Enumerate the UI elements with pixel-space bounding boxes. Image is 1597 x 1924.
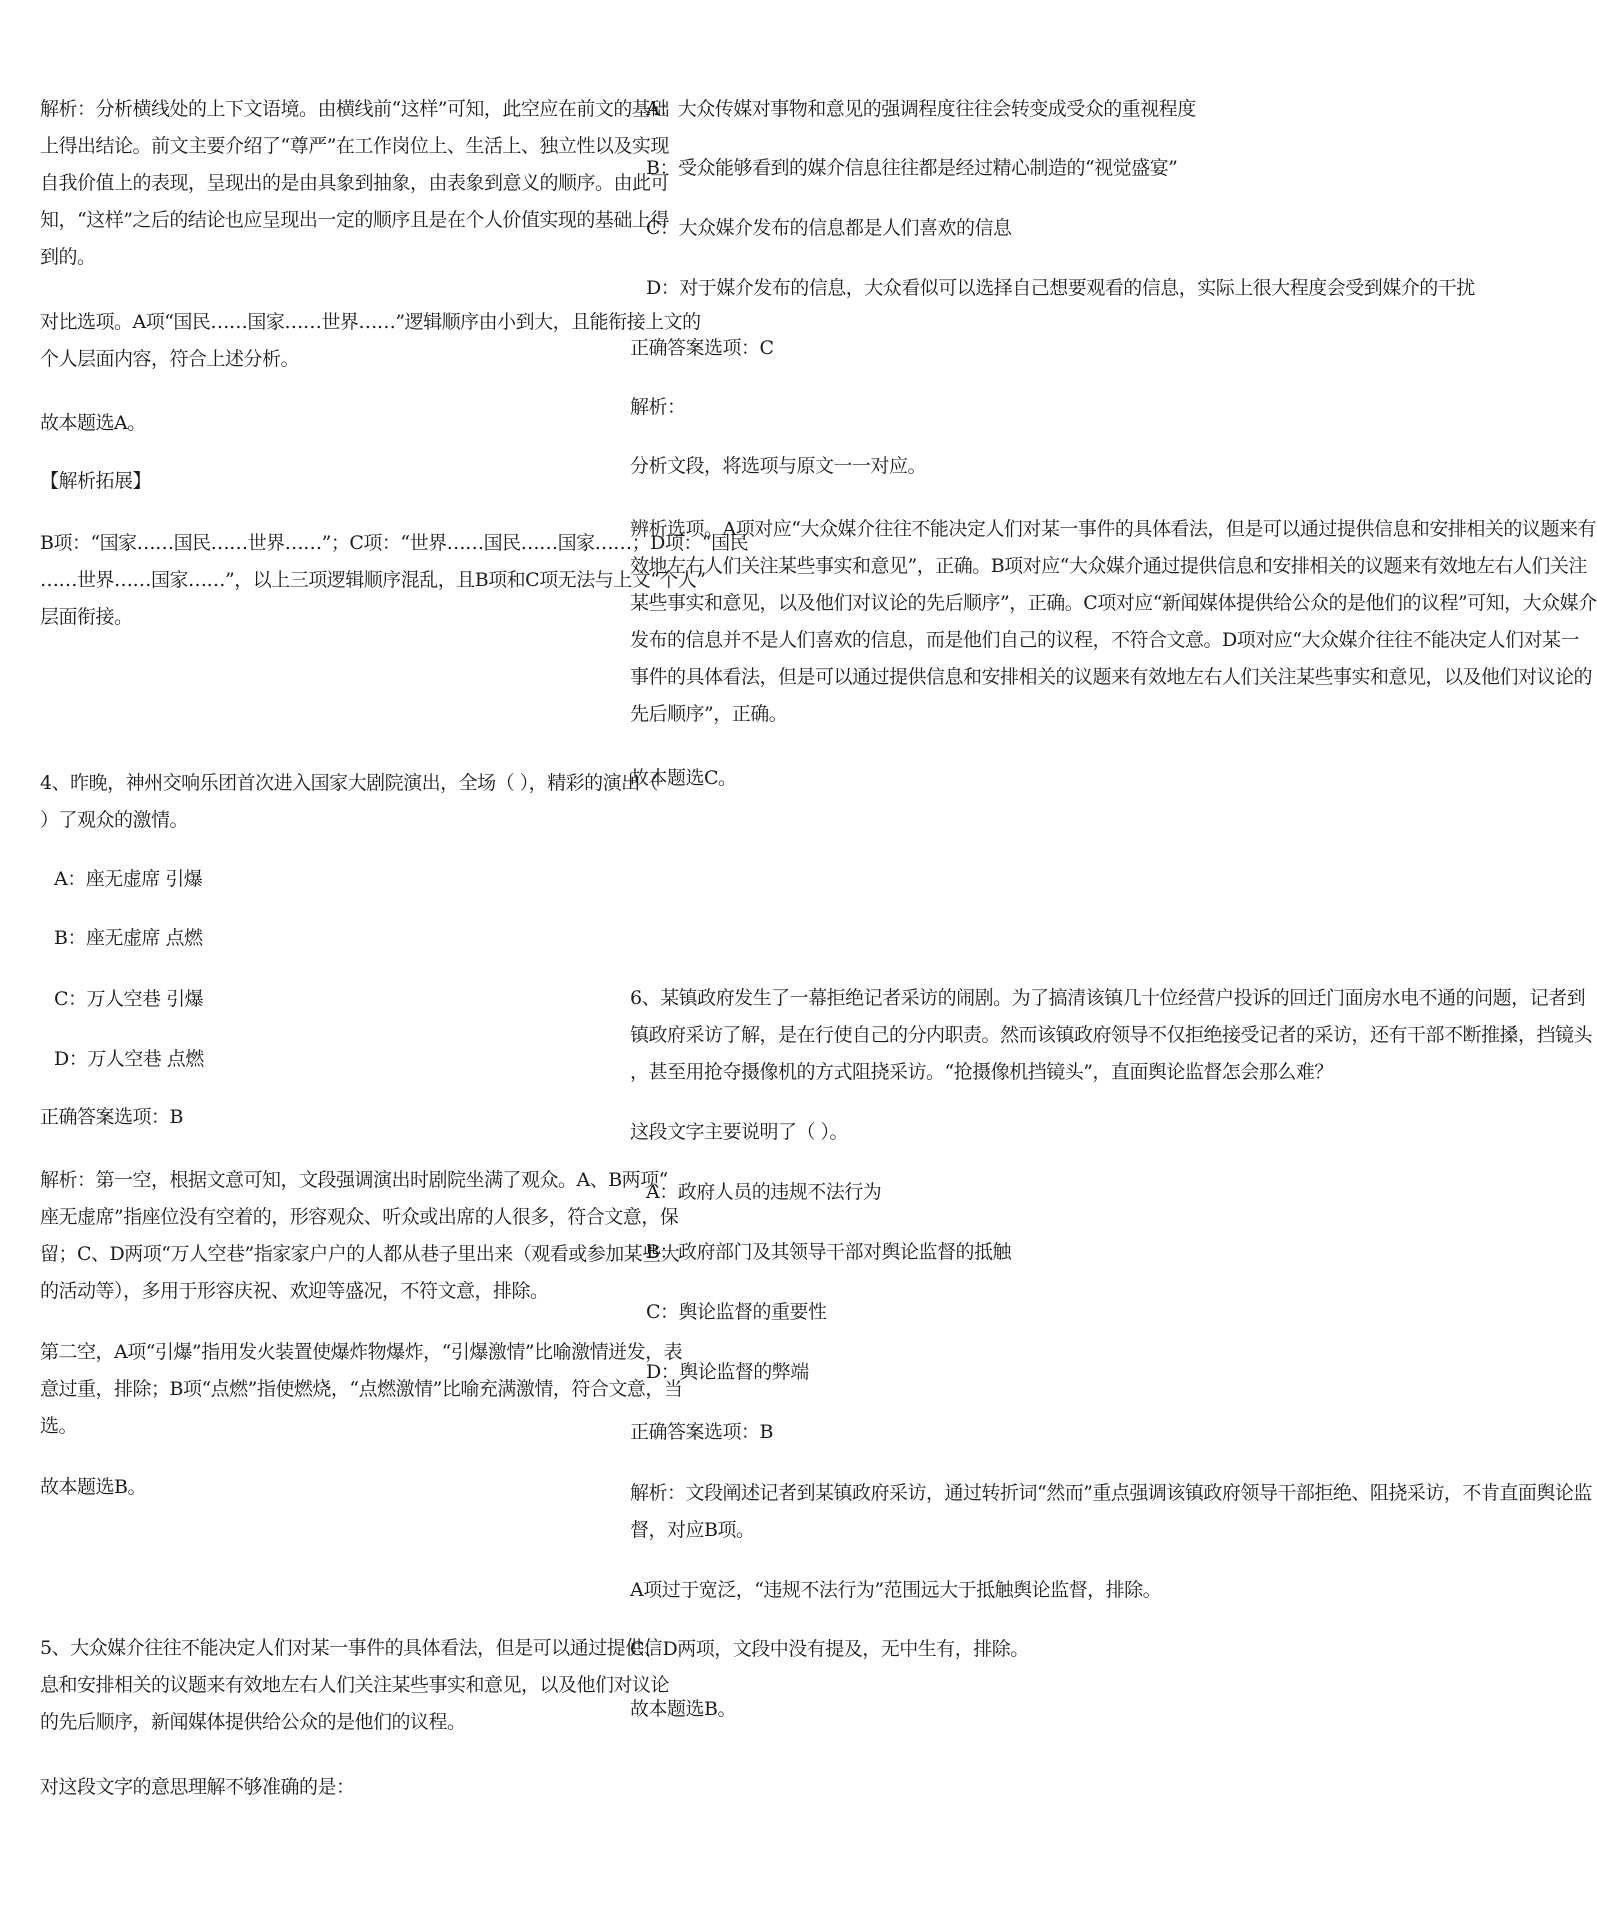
option-b: B：受众能够看到的媒介信息往往都是经过精心制造的“视觉盛宴” [646, 157, 1178, 179]
answer: 正确答案选项：B [40, 1106, 183, 1128]
conclusion: 故本题选B。 [40, 1476, 146, 1498]
option-d: D：对于媒介发布的信息，大众看似可以选择自己想要观看的信息，实际上很大程度会受到媒介的干扰 [646, 277, 1475, 299]
paragraph: 对比选项。A项“国民……国家……世界……”逻辑顺序由小到大，且能衔接上文的 个人层面内容，符合上述分析。 [40, 311, 701, 370]
question-4: 4、昨晚，神州交响乐团首次进入国家大剧院演出，全场（ ），精彩的演出（ ）了观众的激情。 [40, 772, 659, 831]
option-a: A：座无虚席 引爆 [54, 868, 203, 890]
option-d: D：万人空巷 点燃 [54, 1048, 204, 1070]
explanation: A项过于宽泛，“违规不法行为”范围远大于抵触舆论监督，排除。 [630, 1579, 1162, 1601]
conclusion: 故本题选B。 [630, 1698, 736, 1720]
option-c: C：万人空巷 引爆 [54, 988, 204, 1010]
explanation: 第二空，A项“引爆”指用发火装置使爆炸物爆炸，“引爆激情”比喻激情迸发，表 意过重，排除；B项“点燃”指使燃烧，“点燃激情”比喻充满激情，符合文意，当 选。 [40, 1341, 683, 1437]
explanation: C、D两项，文段中没有提及，无中生有，排除。 [630, 1638, 1029, 1660]
question-6: 6、某镇政府发生了一幕拒绝记者采访的闹剧。为了搞清该镇几十位经营户投诉的回迁门面房水电不通的问题，记者到 镇政府采访了解，是在行使自己的分内职责。然而该镇政府领导不仅拒绝接受记者的采访，还有干部不断推搡，挡镜头 ，甚至用抢夺摄像机的方式阻挠采访。“抢摄像机挡镜头”，直面舆论监督怎会那么难？ [630, 987, 1593, 1083]
paragraph: B项：“国家……国民……世界……”；C项：“世界……国民……国家……；D项：“国民 ……世界……国家……”，以上三项逻辑顺序混乱，且B项和C项无法与上文“个人” 层面衔接。 [40, 532, 749, 628]
explanation: 辨析选项。A项对应“大众媒介往往不能决定人们对某一事件的具体看法，但是可以通过提供信息和安排相关的议题来有 效地左右人们关注某些事实和意见”，正确。B项对应“大众媒介通过提供信息和安排相关的议题来有效地左右人们关注 某些事实和意见，以及他们对议论的先后顺序”，正确。C项对应“新闻媒体提供给公众的是他们的议程”可知，大众媒介 发布的信息并不是人们喜欢的信息，而是他们自己的议程，不符合文意。D项对应“大众媒介往往不能决定人们对某一 事件的具体看法，但是可以通过提供信息和安排相关的议题来有效地左右人们关注某些事实和意见，以及他们对议论的 先后顺序”，正确。 [630, 518, 1597, 725]
explanation: 分析文段，将选项与原文一一对应。 [630, 455, 927, 477]
explanation: 解析：第一空，根据文意可知，文段强调演出时剧院坐满了观众。A、B两项“ 座无虚席”指座位没有空着的，形容观众、听众或出席的人很多，符合文意，保 留；C、D两项“万人空巷”指家家户户的人都从巷子里出来（观看或参加某些大 的活动等），多用于形容庆祝、欢迎等盛况，不符文意，排除。 [40, 1169, 680, 1302]
explanation-label: 解析： [630, 396, 686, 418]
option-c: C：舆论监督的重要性 [646, 1301, 827, 1323]
conclusion: 故本题选A。 [40, 412, 146, 434]
question-5: 5、大众媒介往往不能决定人们对某一事件的具体看法，但是可以通过提供信 息和安排相关的议题来有效地左右人们关注某些事实和意见，以及他们对议论 的先后顺序，新闻媒体提供给公众的是他们的议程。 [40, 1637, 670, 1733]
option-a: A：大众传媒对事物和意见的强调程度往往会转变成受众的重视程度 [646, 98, 1196, 120]
option-c: C：大众媒介发布的信息都是人们喜欢的信息 [646, 217, 1012, 239]
question-stem: 这段文字主要说明了（ ）。 [630, 1121, 849, 1143]
option-a: A：政府人员的违规不法行为 [646, 1181, 882, 1203]
option-b: B：座无虚席 点燃 [54, 927, 203, 949]
answer: 正确答案选项：B [630, 1421, 773, 1443]
conclusion: 故本题选C。 [630, 767, 737, 789]
section-heading: 【解析拓展】 [40, 470, 152, 492]
option-b: B：政府部门及其领导干部对舆论监督的抵触 [646, 1241, 1011, 1263]
explanation: 解析：文段阐述记者到某镇政府采访，通过转折词“然而”重点强调该镇政府领导干部拒绝、阻挠采访，不肯直面舆论监 督，对应B项。 [630, 1482, 1592, 1541]
question-stem: 对这段文字的意思理解不够准确的是： [40, 1776, 355, 1798]
paragraph: 解析：分析横线处的上下文语境。由横线前“这样”可知，此空应在前文的基础 上得出结论。前文主要介绍了“尊严”在工作岗位上、生活上、独立性以及实现 自我价值上的表现，呈现出的是由具象到抽象，由表象到意义的顺序。由此可 知，“这样”之后的结论也应呈现出一定的顺序且是在个人价值实现的基础上得 到的。 [40, 98, 670, 268]
answer: 正确答案选项：C [630, 337, 774, 359]
option-d: D：舆论监督的弊端 [646, 1361, 809, 1383]
